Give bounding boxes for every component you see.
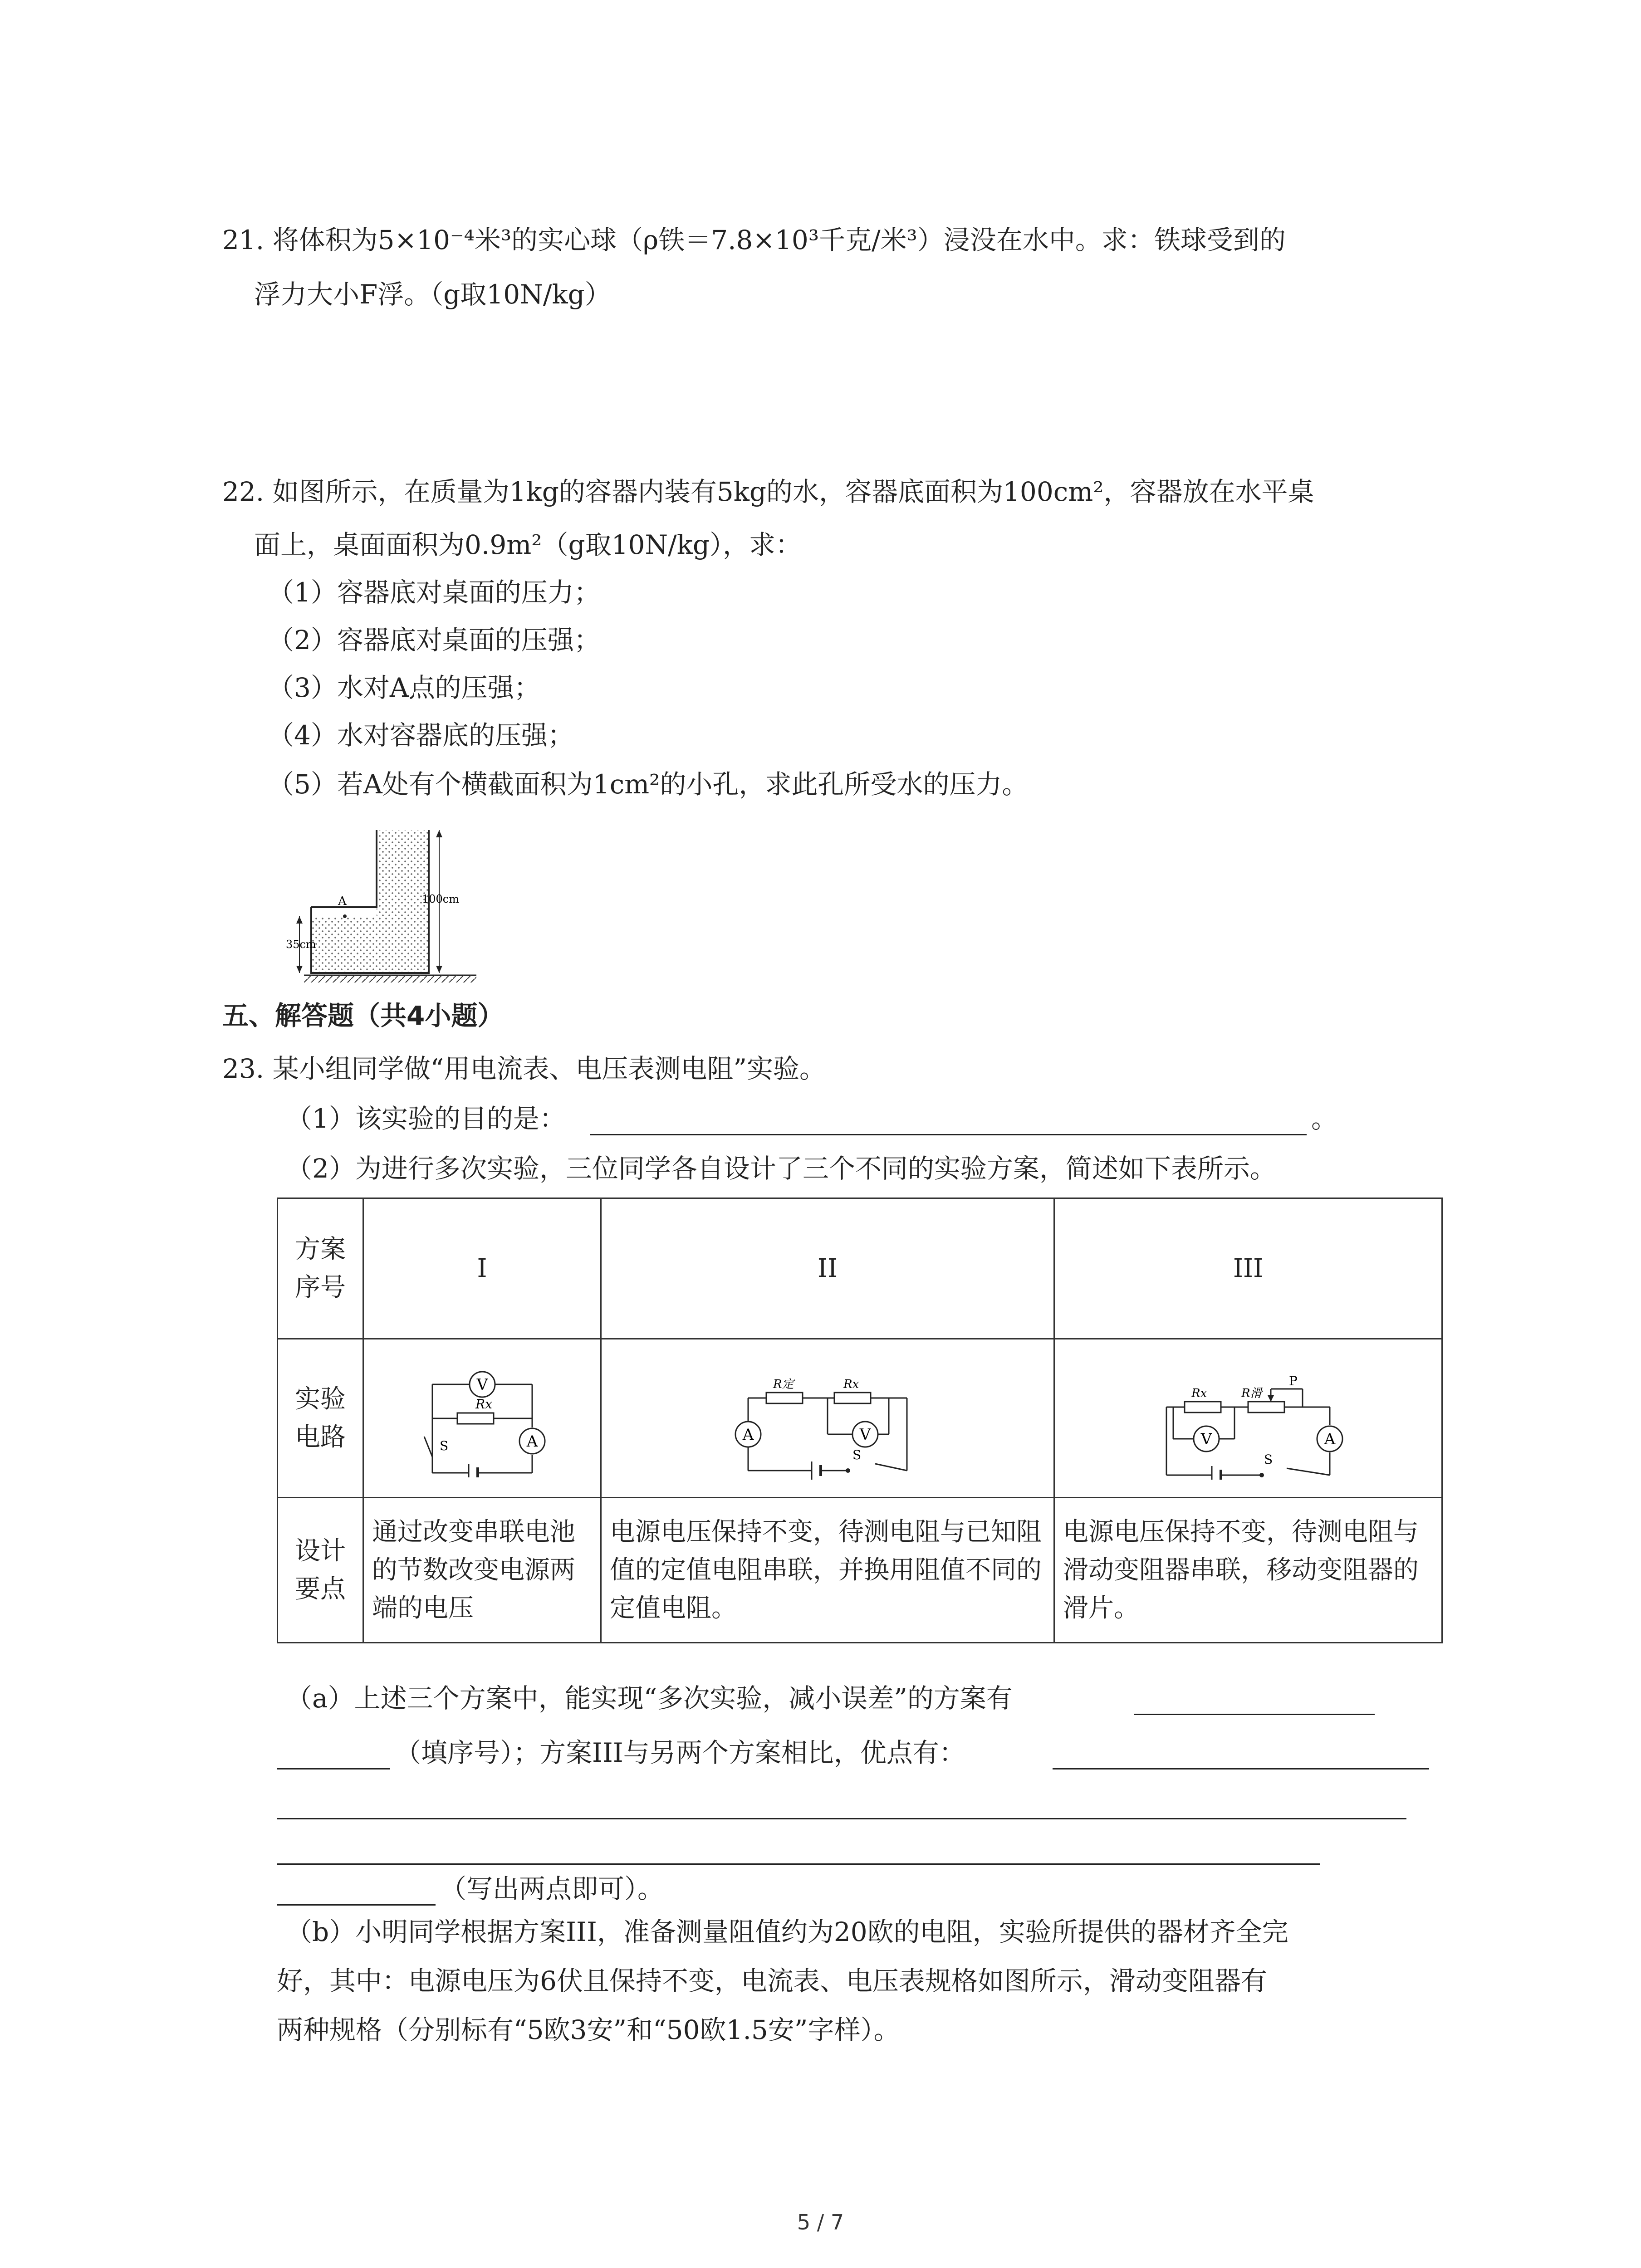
q23-a-line-2: （填序号）；方案III与另两个方案相比，优点有： [395,1737,965,1768]
design-1: 通过改变串联电池的节数改变电源两端的电压 [363,1498,601,1643]
ammeter-label: A [526,1432,538,1451]
q23-b-line-1: （b）小明同学根据方案III，准备测量阻值约为20欧的电阻，实验所提供的器材齐全完 [286,1916,1288,1947]
answer-blank-a1[interactable] [1134,1714,1375,1715]
rx-label: Rx [475,1396,492,1412]
q23-intro: 23. 某小组同学做“用电流表、电压表测电阻”实验。 [222,1053,826,1084]
answer-blank-a4[interactable] [277,1818,1406,1819]
answer-blank-a5[interactable] [277,1863,1320,1865]
answer-blank-a6[interactable] [277,1904,436,1906]
rx-label: Rx [843,1377,859,1391]
ammeter-label: A [1324,1430,1336,1448]
slider-p-label: P [1289,1373,1298,1388]
circuit-1-diagram [414,1359,550,1477]
q21-line-1: 21. 将体积为5×10⁻⁴米³的实心球（ρ铁＝7.8×10³千克/米³）浸没在水中。求：铁球受到的 [222,225,1286,255]
voltmeter-label: V [859,1425,871,1444]
q23-a-line-4: （写出两点即可）。 [440,1873,664,1904]
circuit-cell-3 [1054,1339,1442,1498]
switch-label: S [439,1438,448,1453]
scheme-1: I [363,1198,601,1339]
q23-part1: （1）该实验的目的是： [286,1103,566,1134]
q22-item-4: （4）水对容器底的压强； [268,720,574,751]
label-35cm: 35cm [286,938,316,951]
r-fixed-label: R定 [773,1377,794,1391]
q22-line-1: 22. 如图所示，在质量为1kg的容器内装有5kg的水，容器底面积为100cm²，容器放在水平桌 [222,476,1314,507]
q23-part2: （2）为进行多次实验，三位同学各自设计了三个不同的实验方案，简述如下表所示。 [286,1153,1276,1184]
row-header-scheme: 方案序号 [278,1198,363,1339]
q22-line-2: 面上，桌面面积为0.9m²（g取10N/kg），求： [254,529,802,560]
q22-item-3: （3）水对A点的压强； [268,672,540,703]
circuit-cell-2 [601,1339,1054,1498]
voltmeter-label: V [1200,1430,1212,1448]
page-number: 5 / 7 [797,2210,844,2234]
q22-item-2: （2）容器底对桌面的压强； [268,625,600,655]
q21-line-2: 浮力大小F浮。（g取10N/kg） [254,279,611,310]
circuit-2-diagram [730,1357,925,1480]
circuit-cell-1 [363,1339,601,1498]
q22-item-5: （5）若A处有个横截面积为1cm²的小孔，求此孔所受水的压力。 [268,769,1029,800]
q22-item-1: （1）容器底对桌面的压力； [268,577,600,608]
row-header-design: 设计要点 [278,1498,363,1643]
q23-part1-end: 。 [1311,1103,1338,1134]
switch-label: S [852,1447,862,1462]
label-a: A [338,894,347,908]
container-figure [286,812,476,984]
voltmeter-label: V [476,1375,488,1394]
design-3: 电源电压保持不变，待测电阻与滑动变阻器串联，移动变阻器的滑片。 [1054,1498,1442,1643]
row-header-circuit: 实验电路 [278,1339,363,1498]
answer-blank-a2[interactable] [277,1768,390,1769]
scheme-table [277,1198,1443,1643]
rx-label: Rx [1191,1386,1207,1400]
design-2: 电源电压保持不变，待测电阻与已知阻值的定值电阻串联，并换用阻值不同的定值电阻。 [601,1498,1054,1643]
answer-blank-1[interactable] [590,1134,1307,1135]
scheme-2: II [601,1198,1054,1339]
label-100cm: 100cm [422,893,460,905]
answer-blank-a3[interactable] [1053,1768,1429,1769]
circuit-3-diagram [1148,1357,1348,1480]
r-slider-label: R滑 [1241,1386,1262,1400]
q23-b-line-2: 好，其中：电源电压为6伏且保持不变，电流表、电压表规格如图所示，滑动变阻器有 [277,1965,1267,1996]
scheme-3: III [1054,1198,1442,1339]
q23-b-line-3: 两种规格（分别标有“5欧3安”和“50欧1.5安”字样）。 [277,2014,900,2045]
ammeter-label: A [742,1425,754,1444]
section-heading: 五、解答题（共4小题） [222,1000,504,1031]
q23-a-line-1: （a）上述三个方案中，能实现“多次实验，减小误差”的方案有 [286,1683,1013,1714]
switch-label: S [1264,1452,1273,1467]
